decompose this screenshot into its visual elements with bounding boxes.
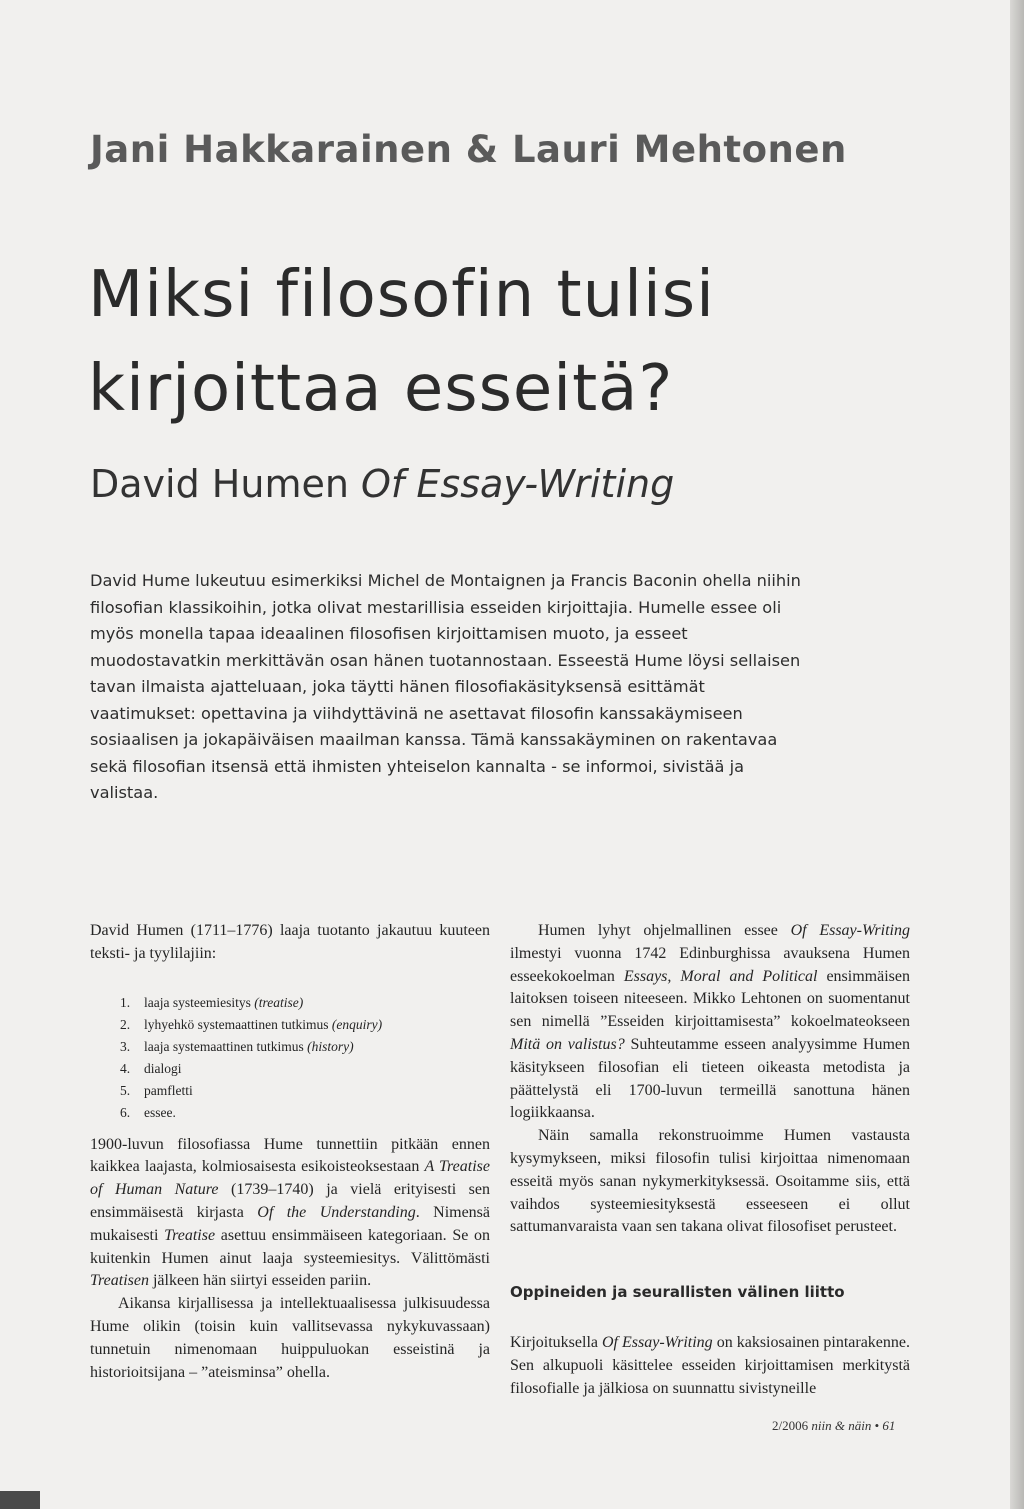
issue-number: 2/2006 — [772, 1418, 809, 1433]
article-subtitle — [90, 462, 674, 506]
list-item: 4. dialogi — [120, 1060, 182, 1076]
paragraph: Aikansa kirjallisessa ja intellektuaalisessa julkisuudessa Hume olikin (toisin kuin vallitsevassa nykykuvassaan) tunnetuin nimenomaan huippuluokan esseistinä ja historioitsijana – ”ateisminsa” ohella. — [90, 1295, 490, 1381]
footer-bullet: • — [874, 1418, 880, 1433]
lead-paragraph: David Hume lukeutuu esimerkiksi Michel de Montaignen ja Francis Baconin ohella niihin filosofian klassikoihin, jotka olivat mestarillisia esseiden kirjoittajia. Humelle essee oli myös monella tapaa ideaalinen filosofisen kirjoittamisen muoto, ja esseet muodostavatkin merkittävän osan hänen tuotannostaan. Esseestä Hume löysi sellaisen tavan ilmaista ajatteluaan, joka täytti hänen filosofiakäsityksensä esittämät vaatimukset: opettavina ja viihdyttävinä ne asettavat filosofin kanssakäymiseen sosiaalisen ja jokapäiväisen maailman kanssa. Tämä kanssakäyminen on rakentavaa sekä filosofian itsensä että ihmisten yhteiselon kannalta - se informoi, sivistää ja valistaa. — [90, 571, 801, 802]
intro-paragraph: David Humen (1711–1776) laaja tuotanto jakautuu kuuteen teksti- ja tyylilajiin: — [90, 922, 490, 962]
article-authors: Jani Hakkarainen & Lauri Mehtonen — [90, 128, 847, 171]
page-number: 61 — [882, 1418, 896, 1433]
title-line-2: kirjoittaa esseitä? — [88, 352, 674, 426]
list-item: 6. essee. — [120, 1104, 176, 1120]
subtitle-work-title: Of Essay-Writing — [361, 462, 675, 506]
list-item: 1. laaja systeemiesitys (treatise) — [120, 994, 304, 1010]
page-edge — [1010, 0, 1024, 1509]
list-item: 2. lyhyehkö systemaattinen tutkimus (enquiry) — [120, 1016, 383, 1032]
paragraph: Humen lyhyt ohjelmallinen essee Of Essay-Writing ilmestyi vuonna 1742 Edinburghissa avauksena Humen esseekokoelman Essays, Moral and Political ensimmäisen laitoksen toiseen niteeseen. Mikko Lehtonen on suomentanut sen nimellä ”Esseiden kirjoittamisesta” kokoelmateokseen Mitä on valistus? Suhteutamme esseen analyysimme Humen käsitykseen filosofian eli tieteen oikeasta metodista ja päättelystä eli 1700-luvun termeillä sanottuna hänen logiikkaansa. — [510, 922, 910, 1122]
list-item: 3. laaja systemaattinen tutkimus (history) — [120, 1038, 354, 1054]
article-title — [88, 248, 715, 436]
paragraph: Näin samalla rekonstruoimme Humen vastausta kysymykseen, miksi filosofin tulisi kirjoittaa nimenomaan esseitä myös sanan nykymerkityksessä. Osoitamme siis, että vaihdos systeemiesityksestä esseeseen ei ollut sattumanvaraista vaan sen takana olivat filosofiset perusteet. — [510, 1127, 910, 1236]
journal-name: niin & näin — [811, 1418, 872, 1433]
scan-shadow — [0, 1491, 40, 1509]
list-item: 5. pamfletti — [120, 1082, 193, 1098]
paragraph: Kirjoituksella Of Essay-Writing on kaksiosainen pintarakenne. Sen alkupuoli käsittelee esseiden kirjoittamisen merkitystä filosofialle ja jälkiosa on suunnattu sivistyneille — [510, 1333, 910, 1397]
title-line-1: Miksi filosofin tulisi — [88, 258, 715, 332]
works-list — [120, 992, 490, 1124]
paragraph: 1900-luvun filosofiassa Hume tunnettiin pitkään ennen kaikkea laajasta, kolmiosaisesta esikoisteoksestaan A Treatise of Human Nature (1739–1740) ja vielä erityisesti sen ensimmäisestä kirjasta Of the Understanding. Nimensä mukaisesti Treatise asettuu ensimmäiseen kategoriaan. Se on kuitenkin Humen ainut laaja systeemiesitys. Välittömästi Treatisen jälkeen hän siirtyi esseiden pariin. — [90, 1135, 491, 1290]
right-column — [510, 920, 910, 1400]
subtitle-prefix: David Humen — [90, 462, 362, 506]
section-heading: Oppineiden ja seurallisten välinen liitto — [510, 1283, 845, 1302]
page-footer — [772, 1418, 895, 1434]
left-column — [90, 920, 490, 1384]
